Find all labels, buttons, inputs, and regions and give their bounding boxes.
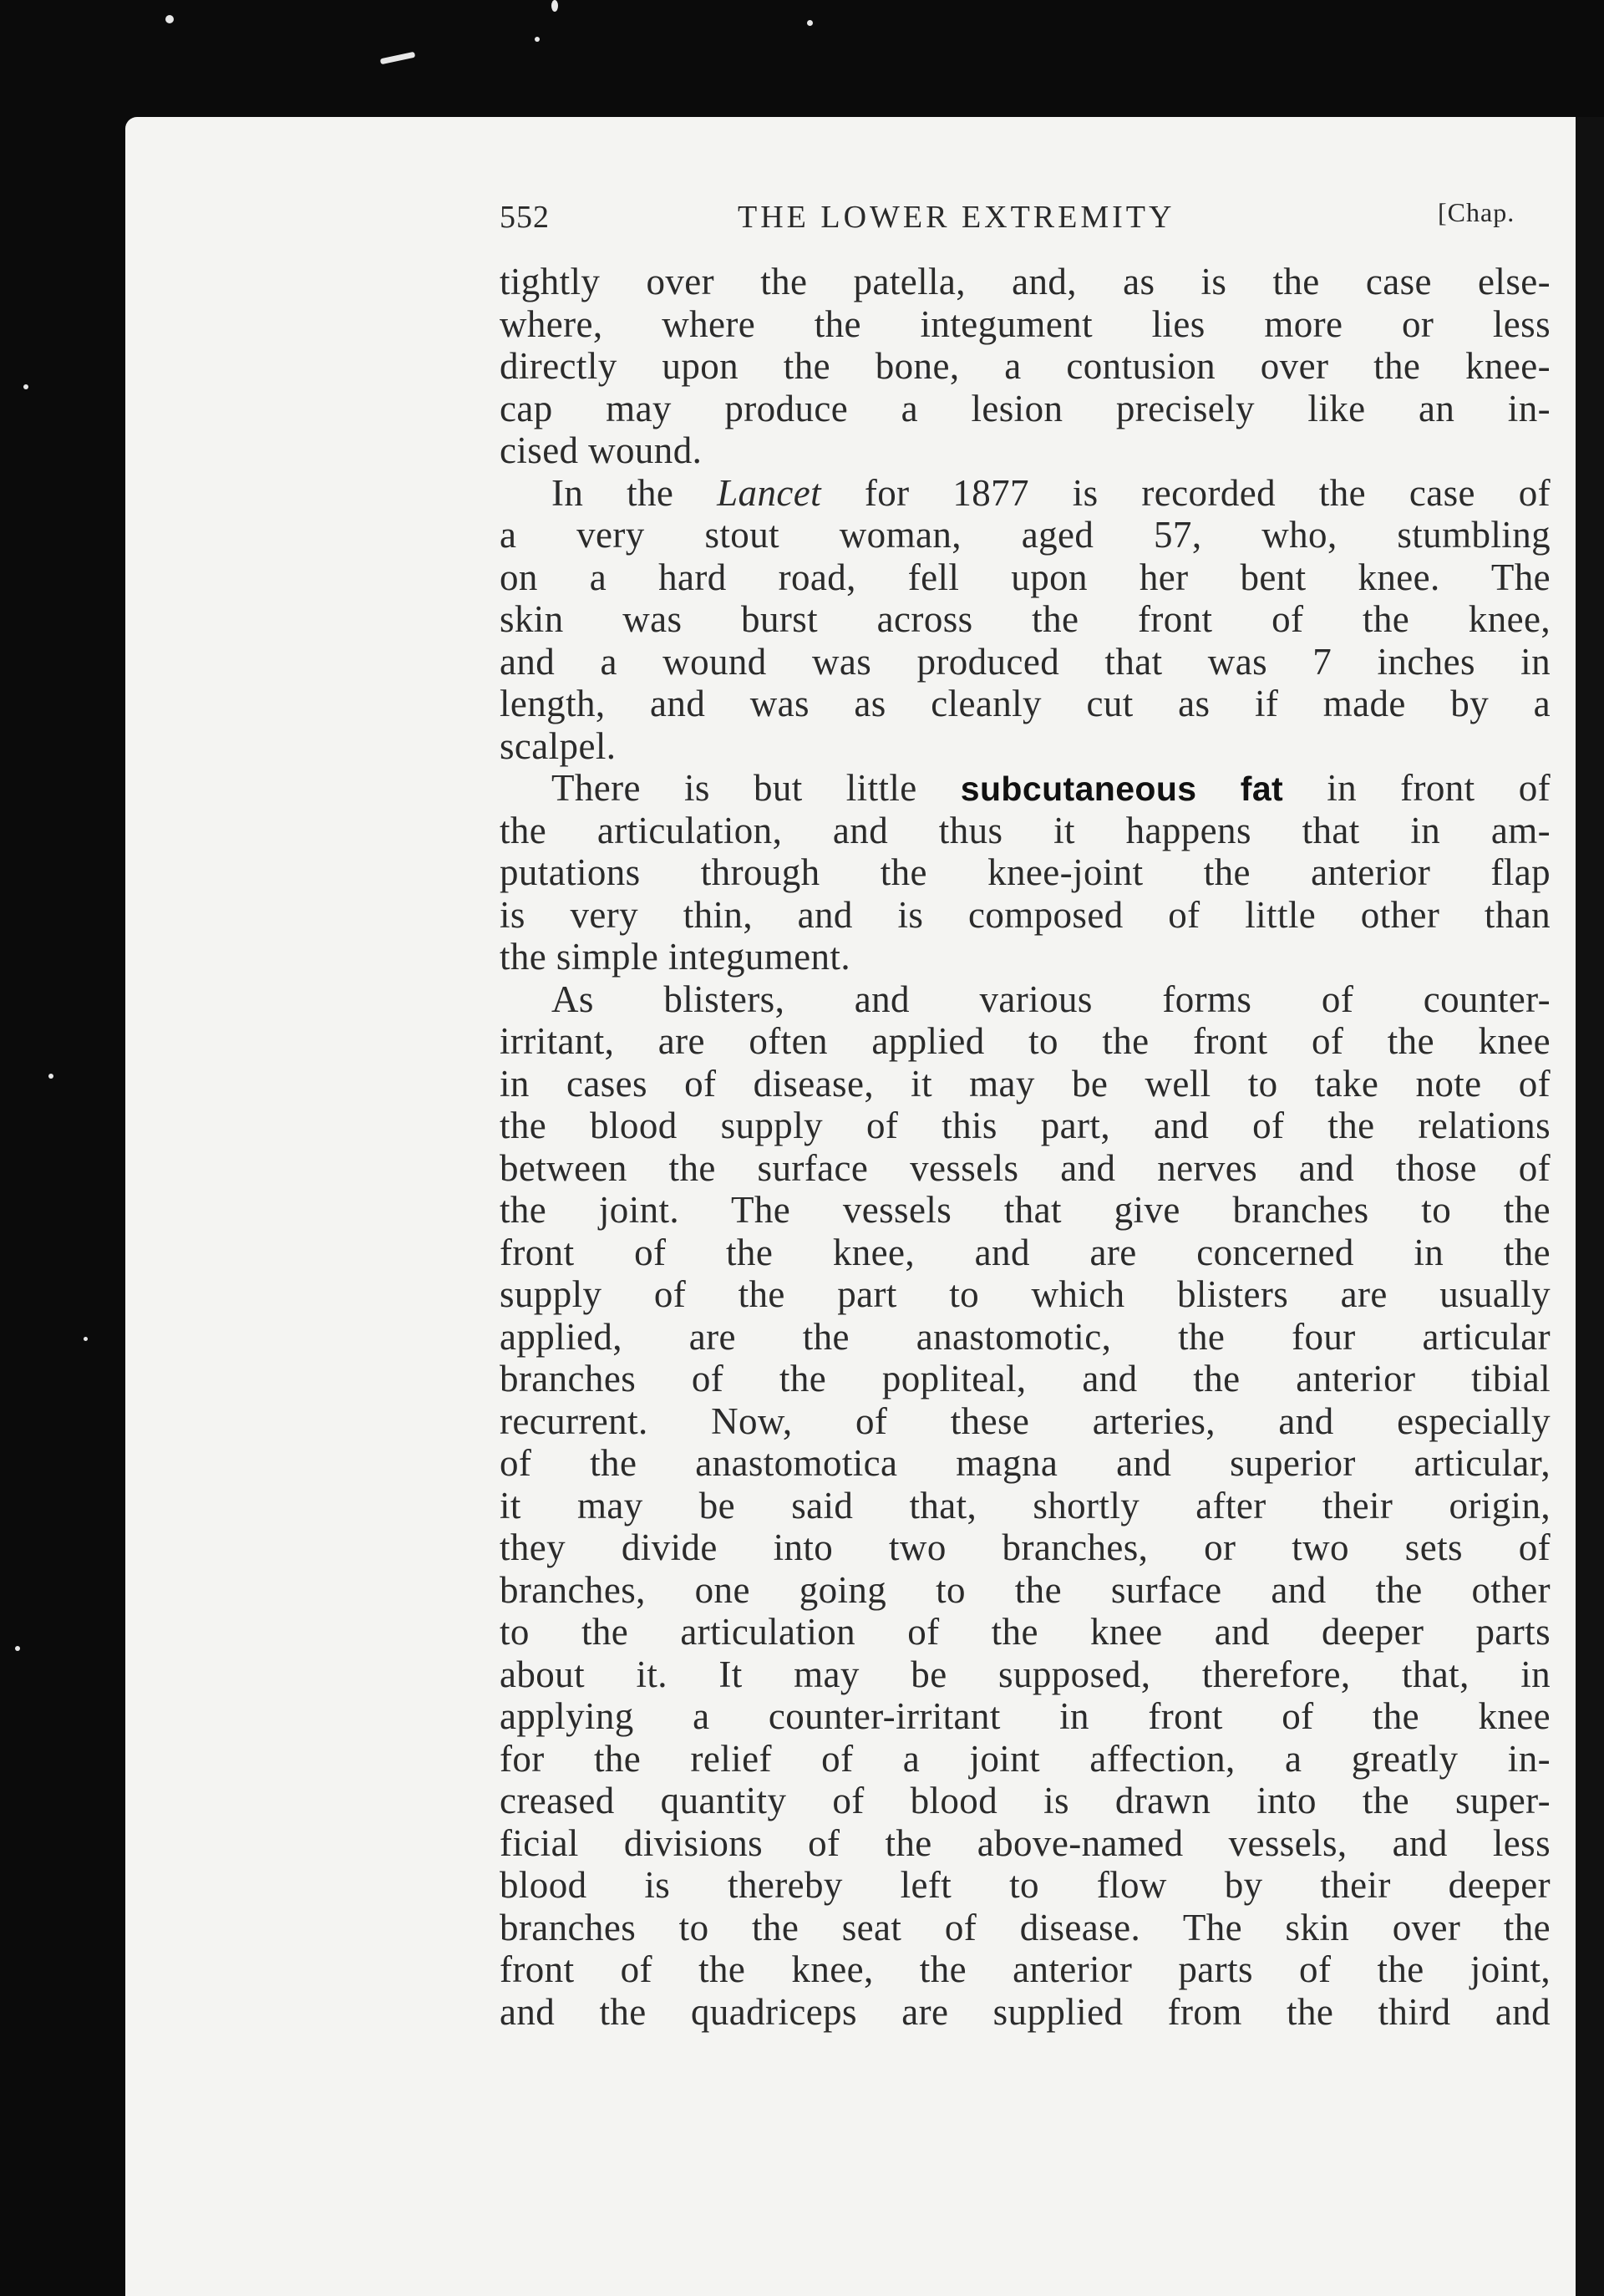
text-line xyxy=(500,472,1551,515)
text-line: irritant, are often applied to the front of the knee xyxy=(500,1020,1551,1062)
text-line: the blood supply of this part, and of the relations xyxy=(500,1105,1551,1146)
text-line: to the articulation of the knee and deeper parts xyxy=(500,1611,1551,1653)
scan-speck xyxy=(380,52,416,65)
paragraph xyxy=(500,472,1551,768)
scan-speck xyxy=(48,1074,53,1079)
scan-speck xyxy=(807,20,813,26)
text-line: about it. It may be supposed, therefore, that, in xyxy=(500,1653,1551,1695)
scan-speck xyxy=(165,15,174,23)
paragraph xyxy=(500,767,1551,978)
text-run: In the xyxy=(551,471,674,514)
text-line: directly upon the bone, a contusion over the knee- xyxy=(500,345,1551,387)
page-number: 552 xyxy=(500,200,550,235)
text-line: between the surface vessels and nerves and those of xyxy=(500,1146,1551,1189)
text-line: length, and was as cleanly cut as if made by a xyxy=(500,683,1551,724)
paragraph xyxy=(500,261,1551,472)
text-line: and a wound was produced that was 7 inches in xyxy=(500,640,1551,683)
text-line: and the quadriceps are supplied from the third and xyxy=(500,1990,1551,2033)
text-line: creased quantity of blood is drawn into the super- xyxy=(500,1780,1551,1821)
text-line: applied, are the anastomotic, the four articular xyxy=(500,1315,1551,1358)
scan-speck xyxy=(23,384,28,389)
text-line: the articulation, and thus it happens that in am- xyxy=(500,809,1551,851)
scan-speck xyxy=(535,37,540,42)
text-line: where, where the integument lies more or less xyxy=(500,302,1551,345)
text-line: of the anastomotica magna and superior articular, xyxy=(500,1442,1551,1484)
text-line: the joint. The vessels that give branches to the xyxy=(500,1189,1551,1231)
text-line: front of the knee, and are concerned in the xyxy=(500,1231,1551,1273)
text-line: is very thin, and is composed of little other than xyxy=(500,893,1551,936)
text-line: they divide into two branches, or two sets of xyxy=(500,1526,1551,1568)
text-line: blood is thereby left to flow by their deeper xyxy=(500,1864,1551,1906)
text-run: in front of xyxy=(1327,767,1551,809)
page-body xyxy=(500,261,1551,2033)
chapter-label: [Chap. xyxy=(1438,197,1515,227)
text-line: the simple integument. xyxy=(500,936,850,978)
paragraph xyxy=(500,978,1551,2034)
text-line: recurrent. Now, of these arteries, and especially xyxy=(500,1399,1551,1442)
text-line: scalpel. xyxy=(500,724,617,767)
text-line: applying a counter-irritant in front of the knee xyxy=(500,1695,1551,1737)
text-line: it may be said that, shortly after their origin, xyxy=(500,1484,1551,1526)
text-line: cised wound. xyxy=(500,429,703,471)
text-line: front of the knee, the anterior parts of the joint, xyxy=(500,1948,1551,1990)
text-run: There is but little xyxy=(551,767,917,809)
text-line: for the relief of a joint affection, a greatly in- xyxy=(500,1737,1551,1780)
scan-speck xyxy=(551,0,558,12)
text-line: supply of the part to which blisters are usually xyxy=(500,1273,1551,1315)
text-line: skin was burst across the front of the knee, xyxy=(500,598,1551,640)
text-line: As blisters, and various forms of counter- xyxy=(551,978,1551,1020)
journal-title: Lancet xyxy=(717,471,822,514)
text-line: branches of the popliteal, and the anterior tibial xyxy=(500,1358,1551,1399)
text-line: branches to the seat of disease. The skin over the xyxy=(500,1906,1551,1948)
text-line xyxy=(500,767,1551,810)
text-line: cap may produce a lesion precisely like an in- xyxy=(500,387,1551,429)
running-header xyxy=(500,199,1569,249)
text-line: putations through the knee-joint the anterior flap xyxy=(500,851,1551,893)
text-line: on a hard road, fell upon her bent knee. The xyxy=(500,556,1551,598)
text-run: for 1877 is recorded the case of xyxy=(864,471,1551,514)
text-line: ficial divisions of the above-named vessels, and less xyxy=(500,1821,1551,1864)
running-title: THE LOWER EXTREMITY xyxy=(738,200,1175,235)
scan-speck xyxy=(15,1646,20,1651)
bold-term: subcutaneous fat xyxy=(960,770,1284,808)
page-edge-shadow xyxy=(1576,117,1604,2296)
text-line: branches, one going to the surface and the other xyxy=(500,1568,1551,1611)
text-line: in cases of disease, it may be well to take note of xyxy=(500,1062,1551,1105)
text-line: a very stout woman, aged 57, who, stumbling xyxy=(500,514,1551,556)
scan-speck xyxy=(84,1337,88,1341)
text-line: tightly over the patella, and, as is the case else- xyxy=(500,261,1551,302)
